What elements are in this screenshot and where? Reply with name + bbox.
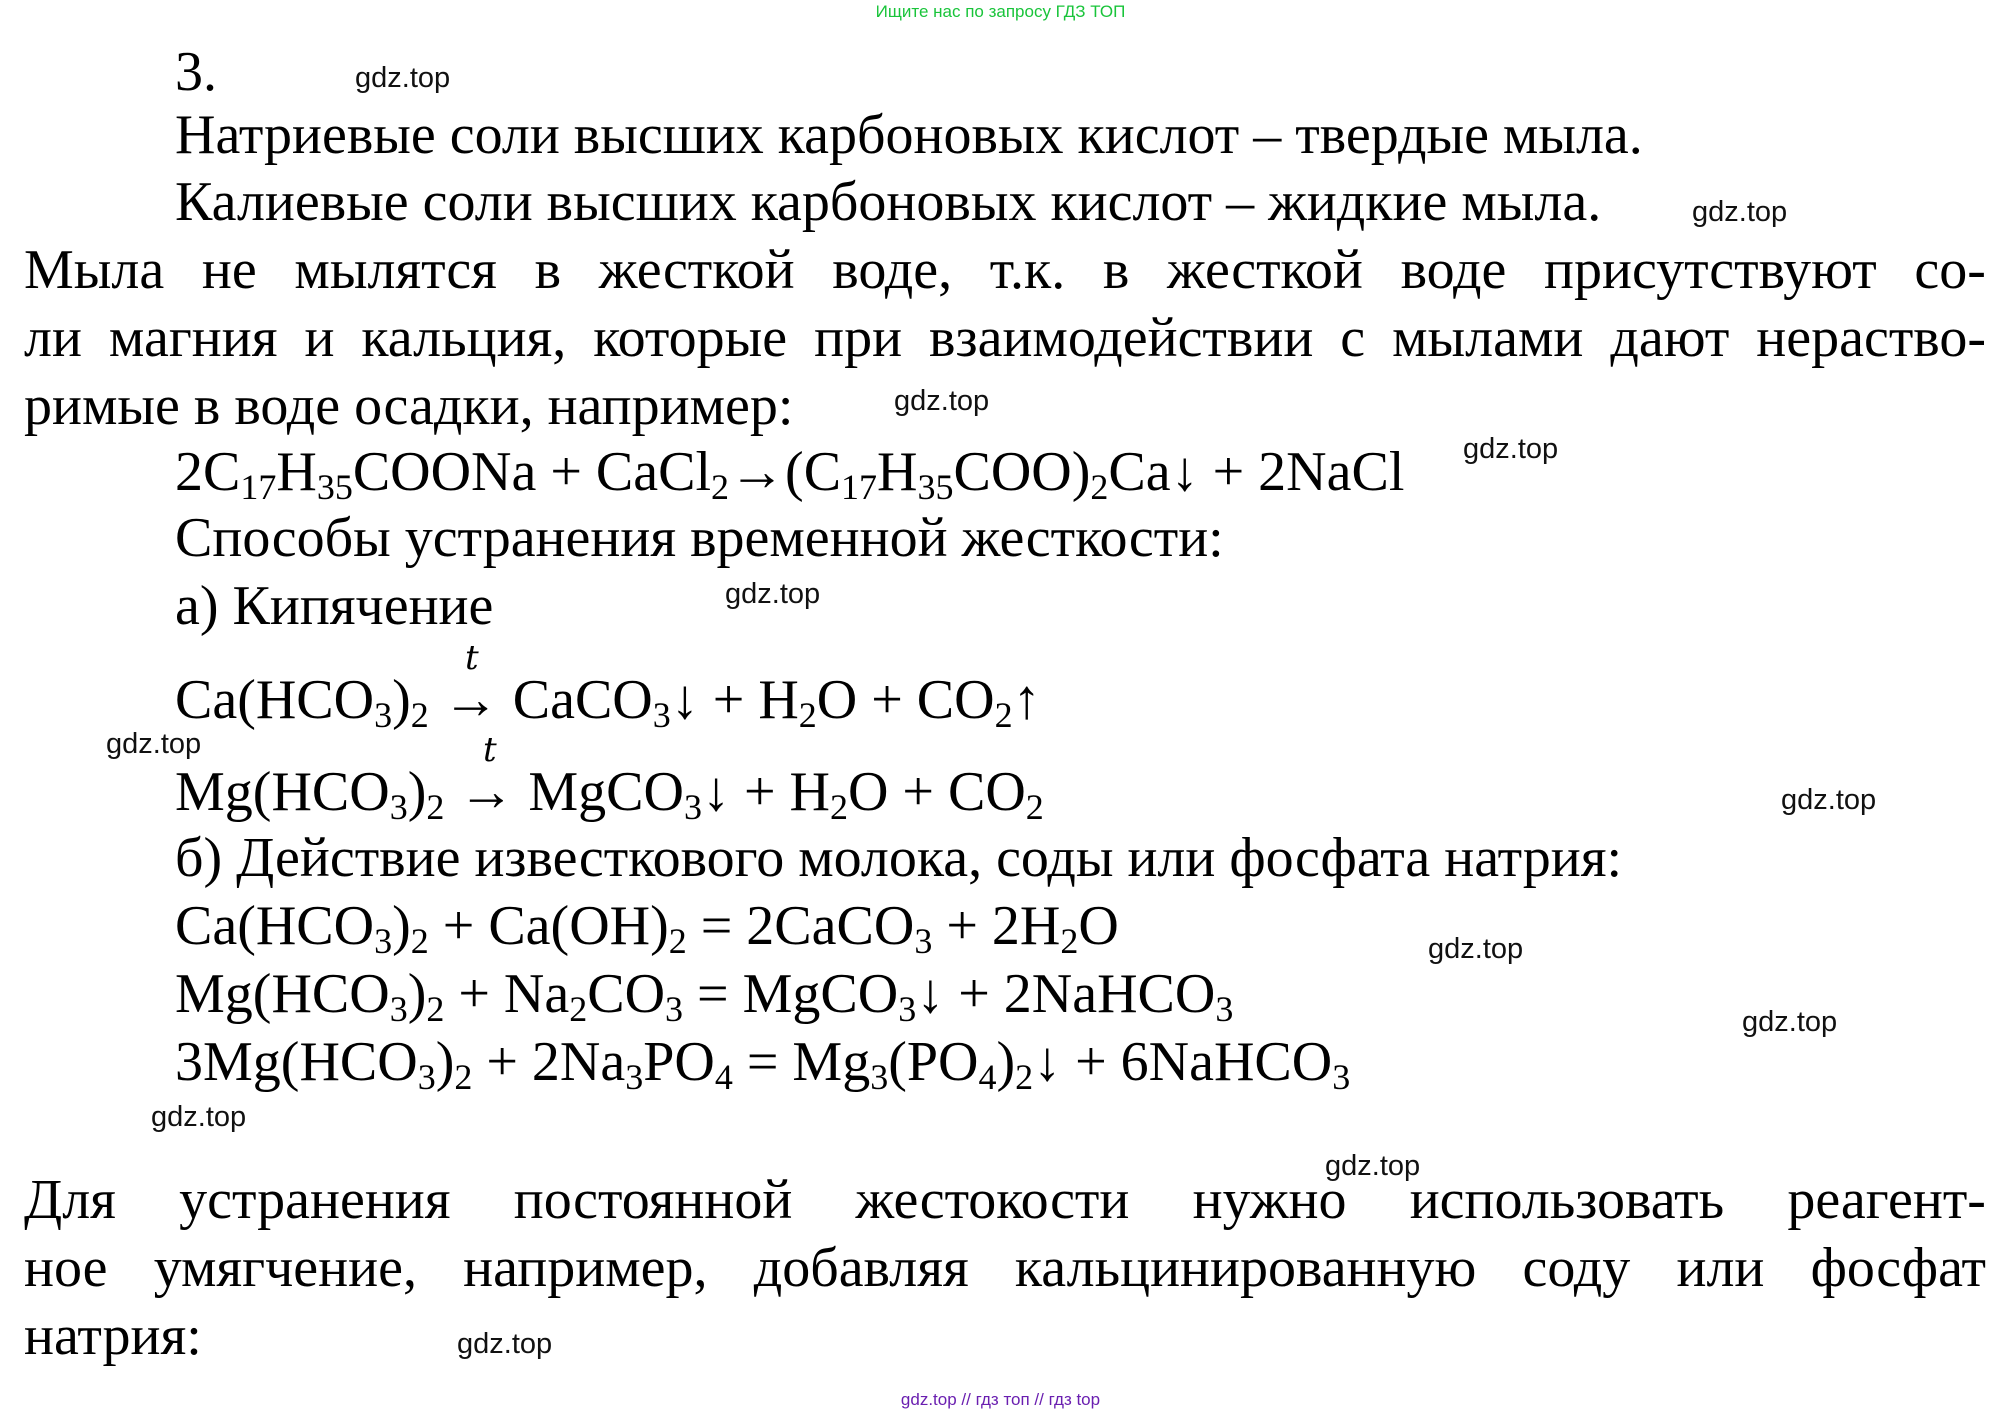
word: в (534, 239, 562, 301)
word: с (1340, 307, 1366, 369)
text-sodium-soaps: Натриевые соли высших карбоновых кислот – твердые мыла. (175, 104, 1643, 166)
word: мылами (1392, 307, 1584, 369)
word: Для (24, 1169, 116, 1231)
watermark: gdz.top (151, 1101, 247, 1133)
word: при (814, 307, 903, 369)
paragraph-hard-water (24, 236, 1986, 372)
word: кальцинированную (1014, 1237, 1477, 1299)
footer-links: gdz.top // гдз топ // гдз top (900, 1390, 1101, 1409)
equation-phosphate: $3Mg(HCO_3)_2 + 2Na_3PO_4$ = $Mg_3(PO_4)_2↓$ + 6NaHCO$_3$ (175, 1031, 1351, 1097)
watermark: gdz.top (1781, 784, 1877, 816)
word: в (1102, 239, 1130, 301)
watermark: gdz.top (1742, 1006, 1838, 1038)
equation-mg-boiling: $Mg(HCO_3)_2$ → MgCO$_3$↓ + $H_2O + CO_2$ (175, 761, 1044, 827)
watermark: gdz.top (1325, 1150, 1421, 1182)
word: и (304, 307, 335, 369)
word: ли (24, 307, 82, 369)
word: жесткой (1167, 239, 1363, 301)
watermark: gdz.top (1692, 196, 1788, 228)
paragraph-line (24, 304, 1986, 372)
paragraph-line (24, 236, 1986, 304)
method-reagents: б) Действие известкового молока, соды или фосфата натрия: (175, 827, 1623, 889)
word: добавляя (753, 1237, 969, 1299)
heading-temporary-hardness: Способы устранения временной жесткости: (175, 507, 1224, 569)
word: нужно (1192, 1169, 1347, 1231)
equation-soda: $Mg(HCO_3)_2 + Na_2CO_3$ = MgCO$_3$↓ + 2NaHCO$_3$ (175, 963, 1234, 1029)
word: не (201, 239, 257, 301)
word: устранения (179, 1169, 451, 1231)
watermark: gdz.top (106, 728, 202, 760)
temperature-symbol: t (465, 638, 479, 678)
word: соду (1522, 1237, 1631, 1299)
method-boiling: а) Кипячение (175, 575, 494, 637)
word: реагент- (1787, 1169, 1986, 1231)
search-banner: Ищите нас по запросу ГДЗ ТОП (875, 2, 1126, 21)
word: ное (24, 1237, 108, 1299)
word: воде, (832, 239, 953, 301)
word: нераство- (1756, 307, 1986, 369)
word: т.к. (989, 239, 1066, 301)
equation-soap-calcium: $2C_{17}H_{35}COONa$ + $CaCl_2\to(C_{17}H_{35}COO)_2Ca↓$ + 2NaCl (175, 441, 1405, 507)
task-number: 3. (175, 41, 217, 103)
word: магния (108, 307, 278, 369)
watermark: gdz.top (894, 385, 990, 417)
word: присутствуют (1544, 239, 1877, 301)
word: кальция, (361, 307, 567, 369)
word: умягчение, (153, 1237, 417, 1299)
watermark: gdz.top (1428, 933, 1524, 965)
word: постоянной (513, 1169, 793, 1231)
watermark: gdz.top (1463, 433, 1559, 465)
word: фосфат (1810, 1237, 1986, 1299)
watermark: gdz.top (355, 62, 451, 94)
temperature-symbol: t (483, 730, 497, 770)
word: или (1676, 1237, 1765, 1299)
word: дают (1610, 307, 1730, 369)
word: использовать (1409, 1169, 1725, 1231)
word: со- (1914, 239, 1986, 301)
word: взаимодействии (929, 307, 1314, 369)
paragraph-line (24, 1234, 1986, 1302)
word: мылятся (294, 239, 497, 301)
word: жестокости (855, 1169, 1130, 1231)
paragraph-line (24, 1166, 1986, 1234)
word: Мыла (24, 239, 165, 301)
equation-lime: $Ca(HCO_3)_2 + Ca(OH)_2$ = 2CaCO$_3$ + $2H_2O$ (175, 895, 1119, 961)
watermark: gdz.top (725, 578, 821, 610)
paragraph-line: римые в воде осадки, например: (24, 375, 794, 437)
equation-ca-boiling: $Ca(HCO_3)_2$ → CaCO$_3$↓ + $H_2O$ + $CO_2↑$ (175, 669, 1041, 735)
paragraph-permanent-hardness (24, 1166, 1986, 1302)
word: жесткой (598, 239, 795, 301)
paragraph-line: натрия: (24, 1305, 202, 1367)
word: воде (1400, 239, 1507, 301)
watermark: gdz.top (457, 1328, 553, 1360)
word: например, (463, 1237, 708, 1299)
word: которые (593, 307, 788, 369)
text-potassium-soaps: Калиевые соли высших карбоновых кислот – жидкие мыла. (175, 171, 1602, 233)
